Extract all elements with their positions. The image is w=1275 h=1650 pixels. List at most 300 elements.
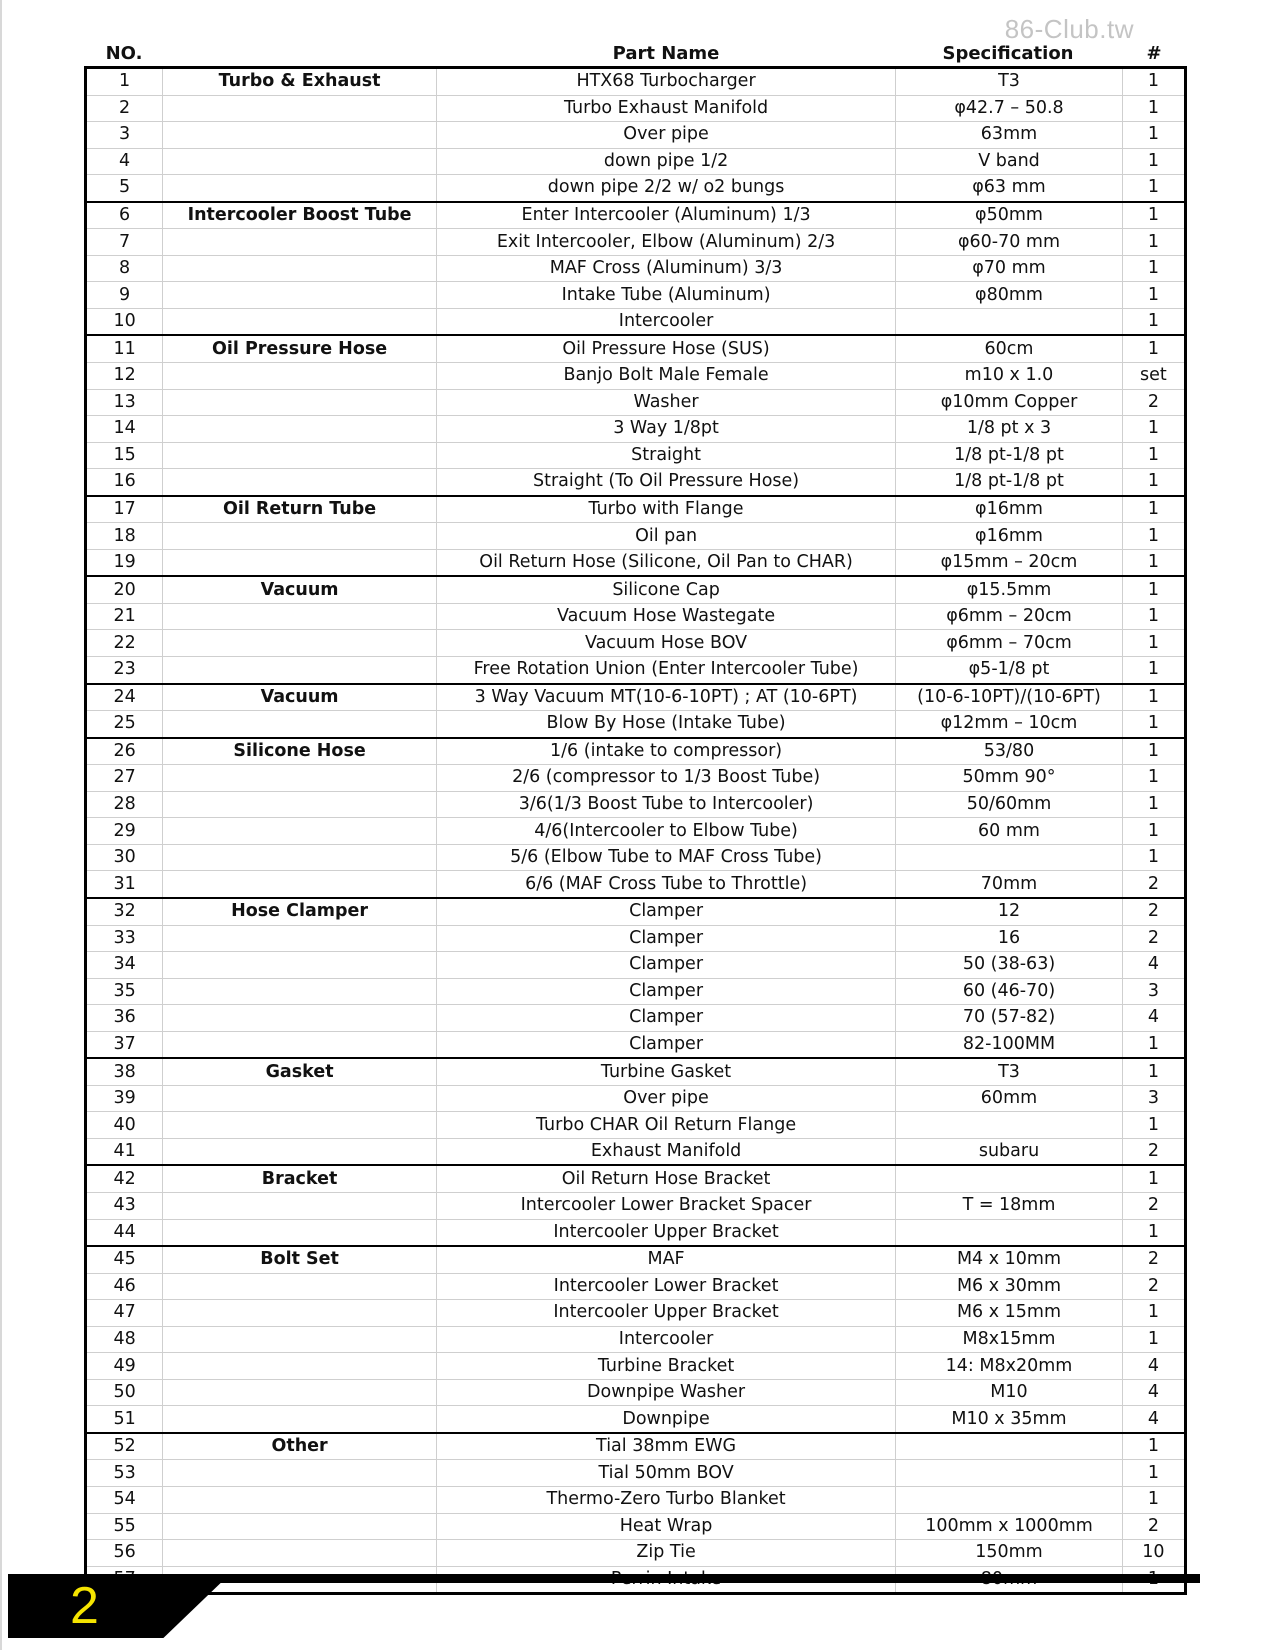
cell-category	[163, 1540, 437, 1567]
table-row	[86, 148, 1186, 175]
cell-category	[163, 1353, 437, 1380]
cell-no: 38	[86, 1058, 163, 1085]
cell-part-name: Straight	[436, 442, 895, 469]
cell-part-name: 3 Way Vacuum MT(10-6-10PT) ; AT (10-6PT)	[436, 684, 895, 711]
cell-specification: M4 x 10mm	[896, 1246, 1123, 1273]
cell-category: Bracket	[163, 1165, 437, 1192]
cell-specification: M10 x 35mm	[896, 1406, 1123, 1433]
table-row	[86, 523, 1186, 550]
cell-quantity: 1	[1122, 1031, 1185, 1058]
cell-quantity: 1	[1122, 630, 1185, 657]
cell-part-name: Turbo with Flange	[436, 496, 895, 523]
cell-part-name: 2/6 (compressor to 1/3 Boost Tube)	[436, 765, 895, 792]
cell-quantity: 1	[1122, 657, 1185, 684]
cell-category: Vacuum	[163, 684, 437, 711]
table-row	[86, 549, 1186, 576]
cell-category	[163, 1192, 437, 1219]
cell-quantity: 4	[1122, 1379, 1185, 1406]
table-row	[86, 1540, 1186, 1567]
cell-quantity: 4	[1122, 1353, 1185, 1380]
table-row	[86, 308, 1186, 335]
cell-no: 40	[86, 1112, 163, 1139]
cell-specification: φ80mm	[896, 282, 1123, 309]
cell-specification: subaru	[896, 1138, 1123, 1165]
cell-no: 13	[86, 389, 163, 416]
cell-no: 3	[86, 122, 163, 149]
cell-quantity: 2	[1122, 898, 1185, 925]
cell-category	[163, 549, 437, 576]
cell-category	[163, 1486, 437, 1513]
cell-part-name: Free Rotation Union (Enter Intercooler Tube)	[436, 657, 895, 684]
cell-quantity: set	[1122, 363, 1185, 390]
cell-no: 30	[86, 844, 163, 871]
cell-part-name: Over pipe	[436, 122, 895, 149]
table-row	[86, 603, 1186, 630]
cell-quantity: 1	[1122, 416, 1185, 443]
cell-part-name: Banjo Bolt Male Female	[436, 363, 895, 390]
cell-part-name: Vacuum Hose Wastegate	[436, 603, 895, 630]
cell-category: Hose Clamper	[163, 898, 437, 925]
cell-no: 17	[86, 496, 163, 523]
cell-quantity: 4	[1122, 1005, 1185, 1032]
cell-category	[163, 818, 437, 845]
cell-specification	[896, 1433, 1123, 1460]
cell-part-name: Intercooler Lower Bracket Spacer	[436, 1192, 895, 1219]
cell-specification: 1/8 pt-1/8 pt	[896, 469, 1123, 496]
cell-category	[163, 389, 437, 416]
cell-quantity: 4	[1122, 1406, 1185, 1433]
cell-category	[163, 469, 437, 496]
cell-no: 47	[86, 1300, 163, 1327]
cell-no: 36	[86, 1005, 163, 1032]
table-row	[86, 442, 1186, 469]
cell-specification: (10-6-10PT)/(10-6PT)	[896, 684, 1123, 711]
cell-specification	[896, 1486, 1123, 1513]
cell-category	[163, 363, 437, 390]
cell-no: 5	[86, 175, 163, 202]
cell-specification: 100mm x 1000mm	[896, 1513, 1123, 1540]
table-row	[86, 1460, 1186, 1487]
table-row	[86, 925, 1186, 952]
cell-no: 32	[86, 898, 163, 925]
cell-part-name: 1/6 (intake to compressor)	[436, 738, 895, 765]
cell-specification: m10 x 1.0	[896, 363, 1123, 390]
cell-part-name: Clamper	[436, 1031, 895, 1058]
table-row	[86, 229, 1186, 256]
table-row	[86, 657, 1186, 684]
cell-part-name: Thermo-Zero Turbo Blanket	[436, 1486, 895, 1513]
cell-category: Bolt Set	[163, 1246, 437, 1273]
cell-part-name: Oil Return Hose Bracket	[436, 1165, 895, 1192]
cell-quantity: 3	[1122, 1085, 1185, 1112]
cell-category	[163, 925, 437, 952]
cell-specification	[896, 1112, 1123, 1139]
cell-category	[163, 844, 437, 871]
cell-no: 51	[86, 1406, 163, 1433]
cell-quantity: 1	[1122, 255, 1185, 282]
table-row	[86, 255, 1186, 282]
cell-quantity: 1	[1122, 791, 1185, 818]
cell-category	[163, 1031, 437, 1058]
header-specification: Specification	[942, 43, 1074, 64]
cell-specification	[896, 308, 1123, 335]
cell-specification: 60mm	[896, 1085, 1123, 1112]
table-row	[86, 282, 1186, 309]
cell-part-name: Silicone Cap	[436, 576, 895, 603]
cell-no: 10	[86, 308, 163, 335]
cell-no: 15	[86, 442, 163, 469]
cell-specification: φ6mm – 20cm	[896, 603, 1123, 630]
cell-category	[163, 95, 437, 122]
cell-quantity: 1	[1122, 844, 1185, 871]
table-row	[86, 416, 1186, 443]
cell-part-name: Turbo Exhaust Manifold	[436, 95, 895, 122]
cell-no: 8	[86, 255, 163, 282]
header-part-name: Part Name	[612, 43, 720, 64]
cell-no: 48	[86, 1326, 163, 1353]
cell-category	[163, 1085, 437, 1112]
cell-part-name: 3 Way 1/8pt	[436, 416, 895, 443]
cell-category	[163, 657, 437, 684]
cell-part-name: Oil Return Hose (Silicone, Oil Pan to CHAR)	[436, 549, 895, 576]
cell-no: 50	[86, 1379, 163, 1406]
table-row	[86, 496, 1186, 523]
cell-no: 49	[86, 1353, 163, 1380]
cell-part-name: Oil Pressure Hose (SUS)	[436, 335, 895, 362]
cell-no: 31	[86, 871, 163, 898]
cell-no: 2	[86, 95, 163, 122]
table-row	[86, 1353, 1186, 1380]
cell-quantity: 2	[1122, 925, 1185, 952]
cell-category	[163, 630, 437, 657]
cell-no: 7	[86, 229, 163, 256]
cell-quantity: 2	[1122, 389, 1185, 416]
cell-no: 33	[86, 925, 163, 952]
cell-category	[163, 1326, 437, 1353]
cell-no: 1	[86, 68, 163, 96]
cell-quantity: 1	[1122, 1486, 1185, 1513]
cell-category	[163, 1112, 437, 1139]
cell-no: 52	[86, 1433, 163, 1460]
cell-part-name: Turbo CHAR Oil Return Flange	[436, 1112, 895, 1139]
cell-specification: φ6mm – 70cm	[896, 630, 1123, 657]
cell-quantity: 2	[1122, 1138, 1185, 1165]
cell-part-name: HTX68 Turbocharger	[436, 68, 895, 96]
table-row	[86, 1005, 1186, 1032]
cell-quantity: 2	[1122, 871, 1185, 898]
cell-category: Oil Return Tube	[163, 496, 437, 523]
cell-category	[163, 175, 437, 202]
cell-no: 22	[86, 630, 163, 657]
cell-specification: V band	[896, 148, 1123, 175]
cell-category: Intercooler Boost Tube	[163, 202, 437, 229]
table-header	[84, 38, 1187, 66]
cell-specification: 50mm 90°	[896, 765, 1123, 792]
cell-specification: φ50mm	[896, 202, 1123, 229]
table-row	[86, 1513, 1186, 1540]
page-number-tab	[8, 1574, 230, 1638]
cell-part-name: Downpipe Washer	[436, 1379, 895, 1406]
cell-part-name: Clamper	[436, 978, 895, 1005]
cell-category: Silicone Hose	[163, 738, 437, 765]
cell-part-name: Blow By Hose (Intake Tube)	[436, 711, 895, 738]
cell-part-name: MAF	[436, 1246, 895, 1273]
cell-part-name: Downpipe	[436, 1406, 895, 1433]
table-row	[86, 1379, 1186, 1406]
cell-no: 53	[86, 1460, 163, 1487]
table-row	[86, 630, 1186, 657]
cell-specification: 53/80	[896, 738, 1123, 765]
cell-part-name: Oil pan	[436, 523, 895, 550]
cell-specification: φ12mm – 10cm	[896, 711, 1123, 738]
cell-category	[163, 416, 437, 443]
cell-no: 26	[86, 738, 163, 765]
cell-no: 28	[86, 791, 163, 818]
cell-specification: φ15mm – 20cm	[896, 549, 1123, 576]
table-row	[86, 363, 1186, 390]
cell-no: 18	[86, 523, 163, 550]
cell-part-name: 4/6(Intercooler to Elbow Tube)	[436, 818, 895, 845]
cell-specification: 60cm	[896, 335, 1123, 362]
cell-no: 55	[86, 1513, 163, 1540]
table-row	[86, 765, 1186, 792]
cell-quantity: 1	[1122, 1165, 1185, 1192]
table-row	[86, 1246, 1186, 1273]
table-row	[86, 1486, 1186, 1513]
cell-no: 27	[86, 765, 163, 792]
cell-quantity: 1	[1122, 1219, 1185, 1246]
cell-specification: M6 x 15mm	[896, 1300, 1123, 1327]
table-row	[86, 1433, 1186, 1460]
cell-part-name: Vacuum Hose BOV	[436, 630, 895, 657]
cell-quantity: 2	[1122, 1513, 1185, 1540]
table-row	[86, 1138, 1186, 1165]
cell-quantity: 10	[1122, 1540, 1185, 1567]
cell-part-name: Clamper	[436, 925, 895, 952]
cell-specification	[896, 1219, 1123, 1246]
cell-quantity: 1	[1122, 684, 1185, 711]
cell-part-name: Clamper	[436, 952, 895, 979]
cell-specification	[896, 844, 1123, 871]
cell-category	[163, 523, 437, 550]
cell-quantity: 1	[1122, 523, 1185, 550]
cell-specification: 14: M8x20mm	[896, 1353, 1123, 1380]
cell-part-name: Intercooler Lower Bracket	[436, 1273, 895, 1300]
cell-specification: 1/8 pt x 3	[896, 416, 1123, 443]
cell-category	[163, 952, 437, 979]
cell-no: 44	[86, 1219, 163, 1246]
cell-quantity: 1	[1122, 496, 1185, 523]
cell-no: 43	[86, 1192, 163, 1219]
cell-quantity: 1	[1122, 738, 1185, 765]
cell-part-name: Exit Intercooler, Elbow (Aluminum) 2/3	[436, 229, 895, 256]
parts-list-sheet	[84, 38, 1187, 1595]
cell-no: 21	[86, 603, 163, 630]
table-row	[86, 1058, 1186, 1085]
cell-category	[163, 1460, 437, 1487]
cell-specification: 60 (46-70)	[896, 978, 1123, 1005]
cell-part-name: Intake Tube (Aluminum)	[436, 282, 895, 309]
cell-quantity: 1	[1122, 765, 1185, 792]
cell-specification: φ15.5mm	[896, 576, 1123, 603]
table-row	[86, 1085, 1186, 1112]
cell-no: 16	[86, 469, 163, 496]
cell-quantity: 1	[1122, 282, 1185, 309]
table-row	[86, 1165, 1186, 1192]
cell-quantity: 1	[1122, 335, 1185, 362]
cell-specification: 50 (38-63)	[896, 952, 1123, 979]
cell-category	[163, 122, 437, 149]
cell-category: Gasket	[163, 1058, 437, 1085]
cell-specification: T3	[896, 68, 1123, 96]
cell-specification	[896, 1460, 1123, 1487]
cell-no: 19	[86, 549, 163, 576]
cell-quantity: 1	[1122, 1058, 1185, 1085]
cell-category	[163, 1138, 437, 1165]
cell-part-name: Clamper	[436, 1005, 895, 1032]
table-row	[86, 95, 1186, 122]
table-row	[86, 469, 1186, 496]
cell-category: Turbo & Exhaust	[163, 68, 437, 96]
cell-no: 35	[86, 978, 163, 1005]
cell-no: 20	[86, 576, 163, 603]
cell-category: Vacuum	[163, 576, 437, 603]
cell-category	[163, 1300, 437, 1327]
cell-part-name: Heat Wrap	[436, 1513, 895, 1540]
cell-part-name: Clamper	[436, 898, 895, 925]
cell-no: 12	[86, 363, 163, 390]
cell-specification: φ70 mm	[896, 255, 1123, 282]
cell-category	[163, 1005, 437, 1032]
cell-quantity: 2	[1122, 1246, 1185, 1273]
cell-category	[163, 1406, 437, 1433]
cell-quantity: 1	[1122, 1326, 1185, 1353]
cell-specification: 82-100MM	[896, 1031, 1123, 1058]
cell-category	[163, 442, 437, 469]
cell-quantity: 1	[1122, 603, 1185, 630]
table-row	[86, 818, 1186, 845]
cell-no: 46	[86, 1273, 163, 1300]
cell-quantity: 2	[1122, 1192, 1185, 1219]
cell-part-name: Intercooler Upper Bracket	[436, 1300, 895, 1327]
cell-category	[163, 1219, 437, 1246]
cell-quantity: 1	[1122, 1433, 1185, 1460]
table-row	[86, 1219, 1186, 1246]
cell-specification: 150mm	[896, 1540, 1123, 1567]
cell-category: Oil Pressure Hose	[163, 335, 437, 362]
cell-category	[163, 282, 437, 309]
cell-no: 54	[86, 1486, 163, 1513]
cell-specification: 50/60mm	[896, 791, 1123, 818]
cell-part-name: Exhaust Manifold	[436, 1138, 895, 1165]
cell-no: 37	[86, 1031, 163, 1058]
cell-part-name: down pipe 1/2	[436, 148, 895, 175]
table-row	[86, 576, 1186, 603]
cell-specification: φ42.7 – 50.8	[896, 95, 1123, 122]
cell-category: Other	[163, 1433, 437, 1460]
cell-part-name: Straight (To Oil Pressure Hose)	[436, 469, 895, 496]
cell-part-name: Enter Intercooler (Aluminum) 1/3	[436, 202, 895, 229]
cell-specification: 16	[896, 925, 1123, 952]
cell-quantity: 1	[1122, 1112, 1185, 1139]
cell-part-name: Turbine Bracket	[436, 1353, 895, 1380]
cell-no: 29	[86, 818, 163, 845]
table-row	[86, 898, 1186, 925]
cell-quantity: 2	[1122, 1273, 1185, 1300]
table-row	[86, 844, 1186, 871]
table-row	[86, 175, 1186, 202]
cell-category	[163, 229, 437, 256]
table-row	[86, 1112, 1186, 1139]
cell-quantity: 1	[1122, 1300, 1185, 1327]
cell-no: 34	[86, 952, 163, 979]
cell-part-name: Turbine Gasket	[436, 1058, 895, 1085]
cell-no: 25	[86, 711, 163, 738]
cell-no: 24	[86, 684, 163, 711]
table-row	[86, 389, 1186, 416]
cell-specification	[896, 1165, 1123, 1192]
cell-quantity: 1	[1122, 202, 1185, 229]
cell-part-name: 5/6 (Elbow Tube to MAF Cross Tube)	[436, 844, 895, 871]
cell-category	[163, 871, 437, 898]
cell-no: 42	[86, 1165, 163, 1192]
cell-part-name: down pipe 2/2 w/ o2 bungs	[436, 175, 895, 202]
cell-specification: 70mm	[896, 871, 1123, 898]
cell-specification: T = 18mm	[896, 1192, 1123, 1219]
cell-category	[163, 1273, 437, 1300]
parts-table	[84, 66, 1187, 1595]
cell-specification: 1/8 pt-1/8 pt	[896, 442, 1123, 469]
cell-no: 23	[86, 657, 163, 684]
parts-table-body	[86, 68, 1186, 1594]
page-number: 2	[70, 1577, 99, 1635]
cell-specification: 60 mm	[896, 818, 1123, 845]
table-row	[86, 202, 1186, 229]
cell-specification: 12	[896, 898, 1123, 925]
cell-quantity: 1	[1122, 229, 1185, 256]
cell-quantity: 1	[1122, 711, 1185, 738]
cell-quantity: 4	[1122, 952, 1185, 979]
cell-quantity: 1	[1122, 549, 1185, 576]
cell-category	[163, 148, 437, 175]
cell-no: 14	[86, 416, 163, 443]
cell-category	[163, 1513, 437, 1540]
table-row	[86, 335, 1186, 362]
cell-quantity: 3	[1122, 978, 1185, 1005]
cell-part-name: Intercooler Upper Bracket	[436, 1219, 895, 1246]
cell-no: 41	[86, 1138, 163, 1165]
table-row	[86, 1031, 1186, 1058]
cell-part-name: Zip Tie	[436, 1540, 895, 1567]
cell-no: 4	[86, 148, 163, 175]
cell-quantity: 1	[1122, 122, 1185, 149]
cell-quantity: 1	[1122, 442, 1185, 469]
table-row	[86, 952, 1186, 979]
cell-category	[163, 1379, 437, 1406]
cell-specification: M10	[896, 1379, 1123, 1406]
cell-category	[163, 603, 437, 630]
cell-category	[163, 791, 437, 818]
cell-specification: φ16mm	[896, 523, 1123, 550]
cell-no: 56	[86, 1540, 163, 1567]
cell-part-name: Over pipe	[436, 1085, 895, 1112]
cell-quantity: 1	[1122, 148, 1185, 175]
cell-quantity: 1	[1122, 308, 1185, 335]
table-row	[86, 68, 1186, 96]
cell-no: 45	[86, 1246, 163, 1273]
cell-specification: φ16mm	[896, 496, 1123, 523]
cell-category	[163, 765, 437, 792]
